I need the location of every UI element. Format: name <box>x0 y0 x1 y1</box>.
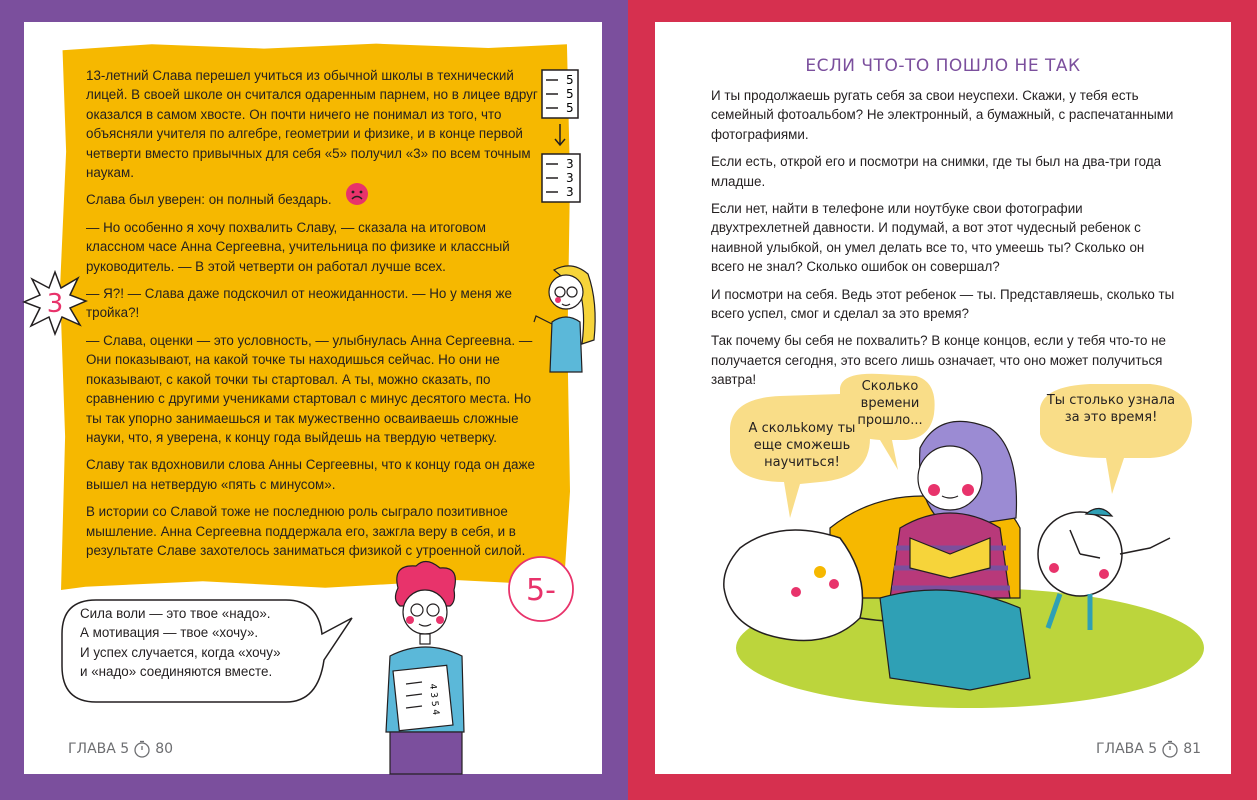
grade-list-after-icon <box>540 152 584 204</box>
speech-line: Сила воли — это твое «надо». <box>80 606 271 621</box>
grade-star-value: 3 <box>46 289 64 319</box>
grade-circle-value: 5- <box>526 573 556 608</box>
speech-line: и «надо» соединяются вместе. <box>80 664 273 680</box>
grade-list-before-icon <box>540 68 580 120</box>
section-paragraph: И ты продолжаешь ругать себя за свои неуспехи. Скажи, у тебя есть семейный фотоальбом? Не электронный, а бумажный, с распечатанными фотографиями. <box>711 88 1174 142</box>
grade-list-before-1: 5 <box>566 73 574 87</box>
story-text <box>86 66 548 568</box>
section-paragraph: Если есть, открой его и посмотри на снимки, где ты был на два-три года младше. <box>711 154 1162 189</box>
story-paragraph: — Слава, оценки — это условность, — улыбнулась Анна Сергеевна. — Они показывают, на какой точке ты находишься сейчас. Но они не показывают, с какой точки ты стартовал. А ты, можно сказать, по сравнению с другими учениками стартовал с минус десятого места. Но ты так упорно занимаешься и так мужественно осваиваешь сложные науки, что, я уверена, к концу года выйдешь на твердую четверку. <box>86 332 533 445</box>
speech-bubble-text <box>80 604 310 682</box>
story-paragraph: В истории со Славой тоже не последнюю роль сыграло позитивное мышление. Анна Сергеевна поддержала его, зажгла веру в себя, и в результате Славе захотелось заниматься физикой с утроенной силой. <box>86 504 526 558</box>
section-paragraph: Если нет, найти в телефоне или ноутбуке свои фотографии двухтрехлетней давности. И подумай, а вот этот чудесный ребенок с наивной улыбкой, он умел делать все то, что умеешь ты? Сколько он всего не знал? Сколько ошибок он совершал? <box>711 201 1145 275</box>
teacher-illustration <box>532 262 602 372</box>
grade-list-before-2: 5 <box>566 87 574 101</box>
story-paragraph: — Я?! — Слава даже подскочил от неожиданности. — Но у меня же тройка?! <box>86 286 512 321</box>
grade-list-after-1: 3 <box>566 157 574 171</box>
paper-grades: 4 3 5 4 <box>427 683 441 716</box>
section-paragraph: Так почему бы себя не похвалить? В конце концов, если у тебя что-то не получается сегодня, это всего лишь означает, что оно может получиться завтра! <box>711 333 1166 388</box>
slava-illustration <box>370 560 480 774</box>
down-arrow-icon <box>553 124 567 148</box>
girl-bubble-text: Сколько времени прошло... <box>857 379 923 428</box>
grade-list-before-3: 5 <box>566 101 574 115</box>
stopwatch-icon <box>1161 740 1179 758</box>
story-paragraph: — Но особенно я хочу похвалить Славу, — сказала на итоговом классном часе Анна Сергеевна, учительница по физике и классный руководитель. — В этой четверти он работал лучше всех. <box>86 219 510 274</box>
grade-circle-icon <box>506 554 576 624</box>
story-paragraph: 13-летний Слава перешел учиться из обычной школы в технический лицей. В своей школе он считался одаренным парнем, но в лицее вдруг оказался в самом хвосте. Он почти ничего не понимал из того, что объясняли учителя по алгебре, геометрии и физике, и в конце первой четверти вместо привычных для себя «5» получил «3» по всем точным наукам. <box>86 68 538 181</box>
right-footer <box>1096 740 1201 758</box>
page-number: 80 <box>155 741 174 757</box>
speech-line: И успех случается, когда «хочу» <box>80 644 281 660</box>
chapter-label: ГЛАВА 5 <box>1096 741 1158 757</box>
cat-bubble-text: А скольkому ты еще сможешь научиться! <box>748 421 856 470</box>
story-paragraph: Слава был уверен: он полный бездарь. <box>86 192 332 208</box>
section-paragraph: И посмотри на себя. Ведь этот ребенок — ты. Представляешь, сколько ты всего успел, смог и сделал за это время? <box>711 286 1175 322</box>
section-text <box>711 86 1181 398</box>
chapter-label: ГЛАВА 5 <box>68 741 130 757</box>
sad-face-icon <box>345 182 369 206</box>
left-footer <box>68 740 173 758</box>
grade-star-icon <box>22 270 88 336</box>
grade-list-after-2: 3 <box>566 171 574 185</box>
speech-line: А мотивация — твое «хочу». <box>80 625 259 641</box>
stopwatch-icon <box>133 740 151 758</box>
section-title: ЕСЛИ ЧТО-ТО ПОШЛО НЕ ТАК <box>805 56 1081 76</box>
clock-bubble-text: Ты столько узнала за это время! <box>1046 393 1176 425</box>
grade-list-after-3: 3 <box>566 185 574 199</box>
story-paragraph: Славу так вдохновили слова Анны Сергеевны, что к концу года он даже вышел на нетвердую «пять с минусом». <box>86 457 535 492</box>
page-number: 81 <box>1183 741 1202 757</box>
